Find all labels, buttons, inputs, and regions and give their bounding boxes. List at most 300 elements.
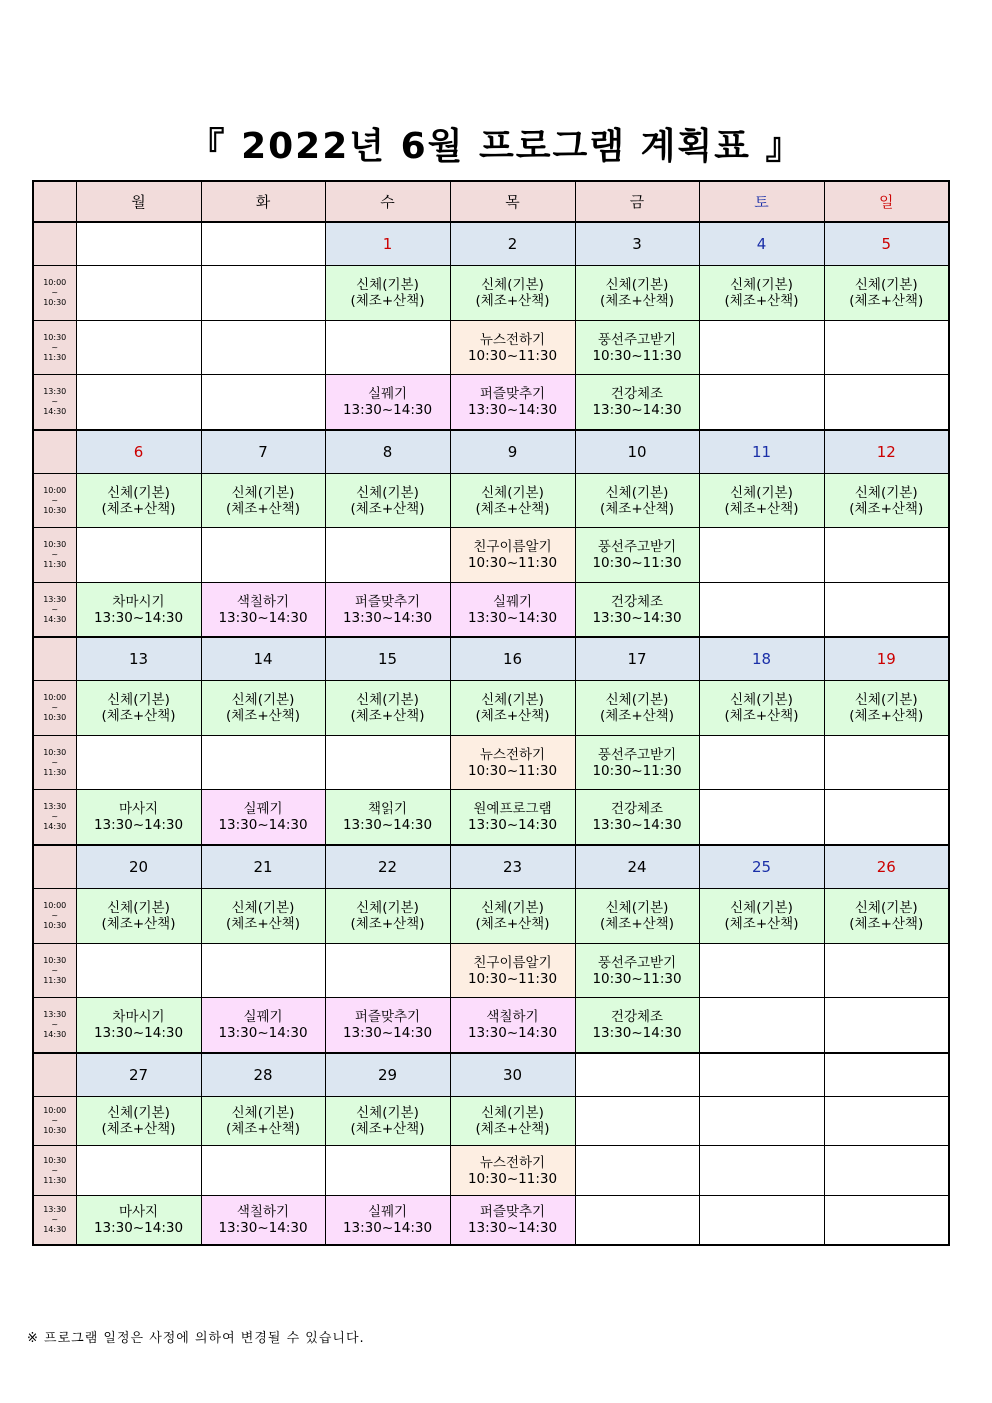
program-cell [76, 1196, 201, 1246]
date-cell-sun [824, 1053, 949, 1097]
program-cell [201, 474, 325, 528]
program-name: 신체(기본) [605, 277, 669, 293]
date-cell-sat [699, 1053, 824, 1097]
program-detail: 13:30~14:30 [467, 817, 558, 833]
program-cell [201, 681, 325, 736]
time-label-end: 11:30 [43, 352, 67, 362]
empty-cell [699, 1097, 824, 1146]
program-detail: (체조+산책) [350, 708, 425, 724]
program-detail: (체조+산책) [225, 708, 300, 724]
time-label-start: 10:30 [43, 747, 67, 757]
date-cell-sat: 11 [699, 430, 824, 474]
time-label-end: 14:30 [43, 407, 67, 416]
program-name: 신체(기본) [356, 277, 419, 293]
weekday-thu: 목 [450, 181, 575, 222]
date-cell-thu: 30 [450, 1053, 575, 1097]
date-cell-wed: 22 [325, 845, 450, 889]
time-slot-row [33, 681, 949, 736]
program-name: 뉴스전하기 [479, 1154, 546, 1171]
program-cell [325, 474, 450, 528]
empty-cell [76, 944, 201, 998]
program-detail: 13:30~14:30 [342, 402, 433, 418]
program-cell [325, 889, 450, 944]
program-cell [824, 474, 949, 528]
empty-cell [76, 266, 201, 321]
program-detail: 13:30~14:30 [467, 609, 558, 626]
program-detail: 13:30~14:30 [93, 1025, 184, 1041]
program-name: 신체(기본) [481, 277, 544, 293]
program-name: 실꿰기 [367, 386, 408, 402]
header-corner [33, 181, 76, 222]
date-cell-wed: 1 [325, 222, 450, 266]
time-label-start: 13:30 [43, 1205, 67, 1214]
date-cell-tue: 7 [201, 430, 325, 474]
time-slot-row [33, 944, 949, 998]
program-name: 신체(기본) [854, 484, 918, 501]
program-cell [325, 375, 450, 431]
empty-cell [201, 321, 325, 375]
program-detail: 10:30~11:30 [467, 762, 558, 779]
program-cell [450, 1097, 575, 1146]
empty-cell [201, 375, 325, 431]
program-cell [325, 1196, 450, 1246]
program-name: 신체(기본) [356, 484, 419, 501]
date-row [33, 637, 949, 681]
program-detail: 10:30~11:30 [592, 970, 682, 987]
program-cell [575, 583, 699, 638]
time-slot-row [33, 528, 949, 583]
page-title: 『 2022년 6월 프로그램 계획표 』 [188, 126, 804, 167]
program-name: 친구이름알기 [473, 539, 552, 555]
program-cell [325, 998, 450, 1054]
program-cell [201, 889, 325, 944]
program-name: 퍼즐맞추기 [354, 1009, 421, 1025]
date-cell-fri: 10 [575, 430, 699, 474]
program-name: 퍼즐맞추기 [354, 593, 421, 610]
time-label-end: 11:30 [43, 975, 67, 985]
program-detail: 13:30~14:30 [93, 1220, 184, 1236]
weekday-fri: 금 [575, 181, 699, 222]
program-name: 친구이름알기 [473, 954, 552, 971]
date-cell-sat: 25 [699, 845, 824, 889]
program-cell [824, 681, 949, 736]
program-name: 원예프로그램 [473, 801, 552, 817]
time-label-end: 11:30 [43, 767, 67, 777]
program-name: 신체(기본) [356, 900, 419, 916]
empty-cell [824, 583, 949, 638]
program-cell [450, 266, 575, 321]
program-name: 신체(기본) [730, 277, 793, 293]
program-name: 차마시기 [112, 1009, 165, 1025]
date-cell-sun: 19 [824, 637, 949, 681]
program-cell [575, 681, 699, 736]
empty-cell [575, 1146, 699, 1196]
program-detail: (체조+산책) [350, 916, 425, 932]
weekday-wed: 수 [325, 181, 450, 222]
program-cell [450, 1196, 575, 1246]
date-cell-tue: 14 [201, 637, 325, 681]
program-cell [450, 736, 575, 790]
time-label-start: 10:00 [43, 278, 67, 287]
program-cell [201, 583, 325, 638]
empty-cell [76, 321, 201, 375]
empty-cell [824, 736, 949, 790]
program-name: 풍선주고받기 [597, 331, 677, 348]
time-slot-row [33, 790, 949, 846]
program-cell [575, 998, 699, 1054]
program-detail: 10:30~11:30 [467, 1170, 558, 1187]
time-label-end: 14:30 [43, 822, 67, 831]
time-label-end: 11:30 [43, 1175, 67, 1185]
date-cell-mon: 27 [76, 1053, 201, 1097]
program-detail: (체조+산책) [101, 708, 176, 724]
program-name: 신체(기본) [107, 1105, 170, 1121]
program-name: 마사지 [118, 1204, 159, 1220]
date-cell-fri: 24 [575, 845, 699, 889]
program-name: 신체(기본) [107, 900, 170, 916]
empty-cell [325, 321, 450, 375]
time-label-end: 14:30 [43, 1030, 67, 1039]
program-detail: 13:30~14:30 [342, 1220, 433, 1236]
program-name: 신체(기본) [231, 484, 295, 501]
program-cell [450, 681, 575, 736]
empty-cell [699, 1146, 824, 1196]
date-row-corner [33, 637, 76, 681]
program-detail: 10:30~11:30 [467, 555, 558, 571]
date-cell-mon [76, 222, 201, 266]
empty-cell [824, 1146, 949, 1196]
program-name: 책읽기 [367, 801, 408, 817]
date-cell-sun: 26 [824, 845, 949, 889]
program-name: 색칠하기 [236, 593, 290, 610]
time-slot-row [33, 1196, 949, 1246]
date-cell-wed: 8 [325, 430, 450, 474]
time-label-sep: ~ [51, 703, 59, 712]
time-label-end: 10:30 [43, 713, 67, 722]
program-cell [450, 375, 575, 431]
program-name: 신체(기본) [107, 484, 170, 501]
time-label-start: 13:30 [43, 387, 67, 396]
program-detail: 13:30~14:30 [218, 609, 308, 626]
program-detail: (체조+산책) [724, 293, 799, 309]
date-cell-sun: 12 [824, 430, 949, 474]
program-name: 풍선주고받기 [597, 954, 677, 971]
empty-cell [325, 944, 450, 998]
program-cell [450, 889, 575, 944]
program-cell [76, 474, 201, 528]
time-label-sep: ~ [51, 604, 59, 614]
empty-cell [325, 1146, 450, 1196]
program-cell [76, 790, 201, 846]
empty-cell [699, 736, 824, 790]
empty-cell [325, 736, 450, 790]
time-label-sep: ~ [51, 495, 59, 505]
program-detail: 13:30~14:30 [592, 402, 682, 418]
empty-cell [699, 375, 824, 431]
program-name: 건강체조 [610, 593, 664, 610]
program-cell [450, 321, 575, 375]
program-name: 차마시기 [112, 593, 165, 610]
program-cell [76, 998, 201, 1054]
time-slot-row [33, 583, 949, 638]
program-detail: (체조+산책) [849, 500, 924, 517]
date-cell-mon: 6 [76, 430, 201, 474]
program-cell [575, 375, 699, 431]
date-cell-mon: 13 [76, 637, 201, 681]
empty-cell [201, 736, 325, 790]
program-detail: 13:30~14:30 [218, 1025, 308, 1041]
program-cell [450, 1146, 575, 1196]
program-detail: 10:30~11:30 [592, 347, 682, 364]
empty-cell [824, 321, 949, 375]
empty-cell [325, 528, 450, 583]
empty-cell [76, 528, 201, 583]
time-slot-row [33, 375, 949, 431]
program-detail: 13:30~14:30 [342, 1025, 433, 1041]
program-cell [76, 681, 201, 736]
empty-cell [824, 375, 949, 431]
time-label [33, 474, 76, 528]
empty-cell [824, 790, 949, 846]
program-detail: 13:30~14:30 [342, 817, 433, 833]
time-label [33, 944, 76, 998]
program-cell [201, 998, 325, 1054]
program-detail: (체조+산책) [225, 1121, 300, 1137]
program-cell [450, 944, 575, 998]
time-label-sep: ~ [51, 550, 59, 559]
date-row [33, 430, 949, 474]
time-label-start: 10:30 [43, 1155, 67, 1165]
program-cell [450, 528, 575, 583]
empty-cell [824, 1097, 949, 1146]
time-label-start: 13:30 [43, 594, 67, 604]
weekday-sat: 토 [699, 181, 824, 222]
program-cell [201, 790, 325, 846]
program-detail: (체조+산책) [724, 916, 799, 932]
program-detail: (체조+산책) [475, 293, 550, 309]
program-detail: 13:30~14:30 [218, 1220, 308, 1236]
program-name: 신체(기본) [854, 692, 918, 708]
date-row-corner [33, 845, 76, 889]
date-cell-fri: 3 [575, 222, 699, 266]
time-label-sep: ~ [51, 757, 59, 767]
program-name: 색칠하기 [236, 1204, 290, 1220]
time-label-sep: ~ [51, 911, 59, 920]
time-label-sep: ~ [51, 1020, 59, 1029]
program-cell [699, 266, 824, 321]
schedule-note: ※ 프로그램 일정은 사정에 의하여 변경될 수 있습니다. [27, 1331, 365, 1346]
date-row [33, 222, 949, 266]
program-cell [824, 889, 949, 944]
empty-cell [699, 998, 824, 1054]
program-cell [76, 583, 201, 638]
time-label [33, 321, 76, 375]
program-detail: (체조+산책) [599, 708, 674, 724]
program-cell [201, 1097, 325, 1146]
program-cell [699, 889, 824, 944]
date-cell-wed: 15 [325, 637, 450, 681]
program-name: 실꿰기 [243, 1009, 283, 1025]
date-cell-sat: 18 [699, 637, 824, 681]
program-cell [575, 266, 699, 321]
time-label-end: 14:30 [43, 1225, 67, 1234]
program-name: 실꿰기 [243, 801, 283, 817]
program-name: 퍼즐맞추기 [479, 386, 546, 402]
time-label [33, 528, 76, 583]
program-name: 풍선주고받기 [597, 746, 677, 763]
time-label-start: 10:00 [43, 1106, 67, 1115]
program-name: 신체(기본) [107, 692, 170, 708]
program-detail: 13:30~14:30 [467, 1025, 558, 1041]
time-slot-row [33, 266, 949, 321]
time-label [33, 583, 76, 638]
program-cell [824, 266, 949, 321]
program-name: 풍선주고받기 [597, 539, 677, 555]
date-row-corner [33, 222, 76, 266]
program-cell [450, 998, 575, 1054]
empty-cell [699, 944, 824, 998]
time-label-end: 10:30 [43, 505, 67, 515]
program-cell [575, 790, 699, 846]
program-cell [325, 266, 450, 321]
program-cell [325, 583, 450, 638]
empty-cell [824, 528, 949, 583]
program-name: 신체(기본) [481, 900, 544, 916]
time-slot-row [33, 736, 949, 790]
program-detail: (체조+산책) [724, 500, 799, 517]
time-slot-row [33, 474, 949, 528]
program-name: 신체(기본) [356, 1105, 419, 1121]
program-detail: 10:30~11:30 [467, 970, 558, 987]
time-label-start: 13:30 [43, 802, 67, 811]
program-detail: (체조+산책) [599, 916, 674, 932]
program-cell [201, 1196, 325, 1246]
empty-cell [575, 1097, 699, 1146]
date-cell-thu: 2 [450, 222, 575, 266]
program-cell [699, 474, 824, 528]
time-slot-row [33, 998, 949, 1054]
program-name: 실꿰기 [367, 1204, 408, 1220]
program-detail: (체조+산책) [475, 708, 550, 724]
program-name: 신체(기본) [231, 1105, 295, 1121]
empty-cell [699, 321, 824, 375]
time-label [33, 736, 76, 790]
date-cell-sun: 5 [824, 222, 949, 266]
program-detail: 13:30~14:30 [592, 1025, 682, 1041]
program-cell [575, 944, 699, 998]
date-cell-tue [201, 222, 325, 266]
program-cell [450, 790, 575, 846]
program-detail: (체조+산책) [599, 500, 674, 517]
program-name: 신체(기본) [605, 692, 669, 708]
empty-cell [699, 790, 824, 846]
time-label-start: 13:30 [43, 1010, 67, 1019]
time-label-sep: ~ [51, 1165, 59, 1175]
weekday-header-row [33, 181, 949, 222]
program-name: 마사지 [118, 801, 159, 817]
time-label-end: 11:30 [43, 560, 67, 569]
time-label [33, 266, 76, 321]
time-label [33, 1097, 76, 1146]
program-name: 건강체조 [610, 386, 664, 402]
empty-cell [699, 528, 824, 583]
program-detail: (체조+산책) [475, 916, 550, 932]
empty-cell [575, 1196, 699, 1246]
program-detail: 13:30~14:30 [93, 609, 184, 626]
program-detail: (체조+산책) [350, 1121, 425, 1137]
date-cell-thu: 9 [450, 430, 575, 474]
time-label-sep: ~ [51, 1116, 59, 1125]
time-label-end: 10:30 [43, 1126, 67, 1135]
time-label-sep: ~ [51, 812, 59, 821]
date-cell-tue: 21 [201, 845, 325, 889]
program-name: 신체(기본) [231, 692, 295, 708]
empty-cell [201, 944, 325, 998]
empty-cell [76, 736, 201, 790]
program-name: 신체(기본) [730, 692, 793, 708]
program-name: 신체(기본) [854, 277, 918, 293]
time-label-sep: ~ [51, 965, 59, 975]
program-name: 신체(기본) [231, 900, 295, 916]
program-name: 신체(기본) [481, 1105, 544, 1121]
program-detail: (체조+산책) [101, 1121, 176, 1137]
empty-cell [824, 998, 949, 1054]
empty-cell [76, 1146, 201, 1196]
date-cell-fri: 17 [575, 637, 699, 681]
empty-cell [824, 1196, 949, 1246]
date-cell-mon: 20 [76, 845, 201, 889]
time-label [33, 889, 76, 944]
time-slot-row [33, 1097, 949, 1146]
time-label-sep: ~ [51, 397, 59, 406]
program-detail: (체조+산책) [849, 708, 924, 724]
program-cell [450, 583, 575, 638]
weekday-mon: 월 [76, 181, 201, 222]
program-cell [325, 1097, 450, 1146]
program-detail: (체조+산책) [225, 500, 300, 517]
time-label-start: 10:30 [43, 955, 67, 965]
program-detail: 13:30~14:30 [592, 609, 682, 626]
program-name: 신체(기본) [356, 692, 419, 708]
empty-cell [699, 583, 824, 638]
empty-cell [699, 1196, 824, 1246]
program-cell [76, 889, 201, 944]
program-detail: (체조+산책) [101, 500, 176, 517]
program-cell [575, 474, 699, 528]
weekday-tue: 화 [201, 181, 325, 222]
empty-cell [824, 944, 949, 998]
time-label-sep: ~ [51, 288, 59, 297]
time-label [33, 790, 76, 846]
program-detail: 10:30~11:30 [592, 762, 682, 779]
date-cell-wed: 29 [325, 1053, 450, 1097]
program-cell [575, 528, 699, 583]
program-detail: (체조+산책) [599, 293, 674, 309]
empty-cell [76, 375, 201, 431]
program-detail: (체조+산책) [350, 500, 425, 517]
time-label [33, 375, 76, 431]
program-name: 건강체조 [610, 1009, 664, 1025]
program-cell [76, 1097, 201, 1146]
program-name: 색칠하기 [486, 1009, 539, 1025]
program-cell [575, 889, 699, 944]
program-detail: 13:30~14:30 [592, 817, 682, 833]
program-name: 신체(기본) [605, 900, 669, 916]
program-detail: (체조+산책) [724, 708, 799, 724]
program-name: 신체(기본) [481, 692, 544, 708]
program-name: 건강체조 [610, 801, 664, 817]
time-label-start: 10:30 [43, 332, 67, 342]
